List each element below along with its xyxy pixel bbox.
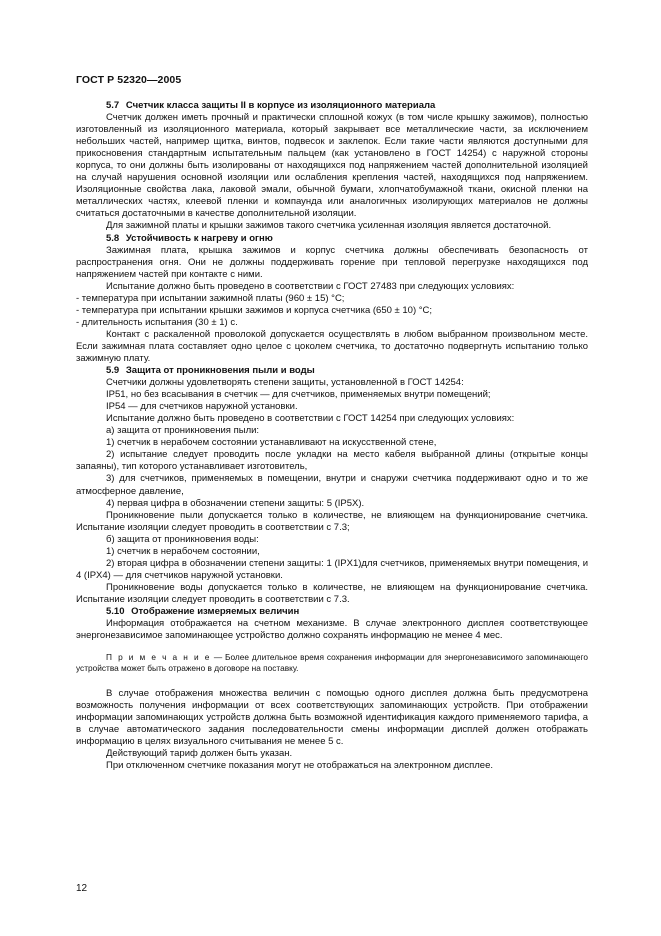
note-text: — Более длительное время сохранения информации для энергонезависимого запоминающего устройства может быть отражено в договоре на поставку. [76, 652, 588, 674]
document-header: ГОСТ Р 52320—2005 [76, 74, 182, 86]
section-heading-5-9 [76, 365, 588, 377]
paragraph: Информация отображается на счетном механизме. В случае электронного дисплея соответствующее энергонезависимое запоминающее устройство должно сохранять информацию не менее 4 мес. [76, 618, 588, 642]
section-number: 5.9 [106, 365, 120, 377]
paragraph: Проникновение воды допускается только в количестве, не влияющем на функционирование счетчика. Испытание изоляции следует проводить в соответствии с 7.3. [76, 581, 588, 605]
section-title: Отображение измеряемых величин [131, 605, 300, 617]
paragraph: Испытание должно быть проведено в соответствии с ГОСТ 14254 при следующих условиях: [106, 413, 515, 425]
section-title: Устойчивость к нагреву и огню [125, 232, 273, 244]
list-item: 1) счетчик в нерабочем состоянии устанавливают на искусственной стене, [106, 437, 437, 449]
section-heading-5-8 [76, 233, 588, 245]
list-item: 4) первая цифра в обозначении степени защиты: 5 (IP5X). [106, 497, 365, 509]
paragraph: При отключенном счетчике показания могут не отображаться на электронном дисплее. [106, 760, 494, 772]
paragraph: Для зажимной платы и крышки зажимов такого счетчика усиленная изоляция является достаточной. [106, 220, 552, 232]
section-number: 5.10 [106, 605, 125, 617]
section-title: Счетчик класса защиты II в корпусе из изоляционного материала [125, 100, 436, 111]
note-label: П р и м е ч а н и е [106, 652, 211, 663]
paragraph: Зажимная плата, крышка зажимов и корпус счетчика должны обеспечивать безопасность от распространения огня. Они не должны поддерживать горение при тепловой перегрузке находящихся под напряжением частей при контакте с ними. [76, 244, 588, 280]
list-item: 1) счетчик в нерабочем состоянии, [106, 545, 260, 557]
list-item: 2) вторая цифра в обозначении степени защиты: 1 (IPX1)для счетчиков, применяемых внутри помещения, и 4 (IPX4) — для счетчиков наружной установки. [76, 557, 588, 581]
list-item: - температура при испытании крышки зажимов и корпуса счетчика (650 ± 10) °С; [76, 304, 433, 316]
section-title: Защита от проникновения пыли и воды [125, 365, 315, 377]
paragraph: Контакт с раскаленной проволокой допускается осуществлять в любом выбранном произвольном месте. Если зажимная плата составляет одно целое с цоколем счетчика, то достаточно подвергнуть испытанию только зажимную плату. [76, 328, 588, 364]
document-body [76, 100, 588, 772]
list-item: - температура при испытании зажимной платы (960 ± 15) °С; [76, 292, 345, 304]
paragraph: Испытание должно быть проведено в соответствии с ГОСТ 27483 при следующих условиях: [106, 280, 515, 292]
section-number: 5.8 [106, 232, 120, 244]
page-number: 12 [76, 883, 88, 894]
list-item: а) защита от проникновения пыли: [106, 425, 260, 437]
paragraph: В случае отображения множества величин с помощью одного дисплея должна быть предусмотрена возможность получения информации от всех соответствующих запоминающих устройств. При отображении информации запоминающих устройств должна быть возможной идентификация каждого применяемого тарифа, а в случае автоматического задания последовательности смены информации дисплей должен отображать информацию в целях визуального считывания не менее 5 с. [76, 688, 588, 748]
section-number: 5.7 [106, 100, 120, 111]
list-item: 3) для счетчиков, применяемых в помещении, внутри и снаружи счетчика поддерживают одно и то же атмосферное давление, [76, 473, 588, 497]
paragraph: Проникновение пыли допускается только в количестве, не влияющем на функционирование счетчика. Испытание изоляции следует проводить в соответствии с 7.3; [76, 509, 588, 533]
paragraph: IP51, но без всасывания в счетчик — для счетчиков, применяемых внутри помещений; [106, 389, 491, 401]
paragraph: IP54 — для счетчиков наружной установки. [106, 401, 298, 413]
list-item: б) защита от проникновения воды: [106, 533, 259, 545]
list-item: - длительность испытания (30 ± 1) с. [76, 316, 238, 328]
list-item: 2) испытание следует проводить после укладки на место кабеля выбранной длины (открытые концы запаяны), тип которого устанавливает изготовитель, [76, 449, 588, 473]
note [76, 652, 588, 674]
section-heading-5-7 [76, 100, 588, 112]
paragraph: Счетчик должен иметь прочный и практически сплошной кожух (в том числе крышку зажимов), полностью изготовленный из изоляционного материала, который закрывает все металлические части, за исключением небольших частей, например щитка, винтов, подвесок и заклепок. Если такие части являются доступными для прикосновения стандартным испытательным пальцем (как установлено в ГОСТ 14254) с наружной стороны корпуса, то они должны быть изолированы от находящихся под напряжением частей дополнительной изоляцией на случай нарушения основной изоляции или ослабления крепления частей, находящихся под напряжением. Изоляционные свойства лака, лаковой эмали, обычной бумаги, хлопчатобумажной ткани, окисной пленки на металлических частях, клеевой пленки и компаунда или аналогичных изолирующих материалов не должны считаться достаточными в качестве дополнительной изоляции. [76, 112, 588, 220]
section-heading-5-10 [76, 606, 588, 618]
paragraph: Счетчики должны удовлетворять степени защиты, установленной в ГОСТ 14254: [106, 377, 464, 389]
paragraph: Действующий тариф должен быть указан. [106, 748, 293, 760]
